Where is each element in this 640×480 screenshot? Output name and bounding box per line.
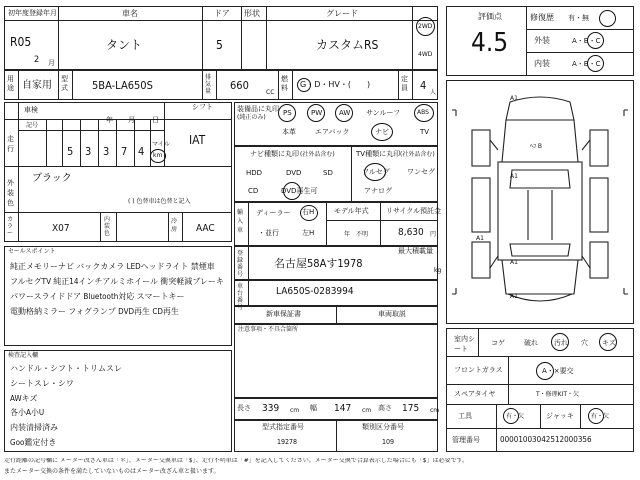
sales-label: セールスポイント	[8, 248, 56, 255]
odo-digit-4: 7	[121, 145, 128, 158]
recycle-value: 8,630	[398, 227, 424, 238]
insp-day: 日	[152, 116, 159, 124]
color-no: X07	[52, 223, 70, 234]
sales-line-1: 純正メモリーナビ バックカメラ LEDヘッドライト 禁煙車	[10, 262, 215, 271]
color-note: ( ) 色替車は色替と記入	[128, 198, 191, 205]
fuel-options: G・D・HV・( )	[300, 80, 371, 89]
capacity: 4	[420, 79, 427, 92]
doors: 5	[216, 38, 223, 52]
car-diagram	[446, 80, 634, 324]
equip-airbag: エアバック	[315, 128, 350, 136]
first-reg-label: 初年度登録年月	[8, 9, 57, 17]
car-name-label: 車名	[122, 9, 138, 18]
recycle-label: リサイクル預託金	[386, 207, 442, 215]
seat-label: 室内シート	[454, 335, 475, 353]
model-label: 型式	[61, 75, 68, 92]
tools-label: 工具	[458, 412, 472, 420]
type-no: 19278	[277, 438, 298, 446]
exterior-label: 外装色	[7, 179, 14, 207]
odo-label: 走行	[7, 135, 14, 153]
model-year-value: 年 不明	[344, 231, 369, 238]
row2-box	[4, 70, 438, 100]
a1-rear: A1	[510, 259, 518, 266]
height-label: 高さ	[378, 404, 392, 412]
fuel-label: 燃料	[281, 75, 288, 92]
shift-label: シフト	[192, 103, 213, 111]
hei-cm: cm	[430, 407, 440, 414]
warranty: 新車保証書	[266, 310, 301, 318]
equip-pw: PW	[311, 109, 323, 117]
tv-oneseg: ワンセグ	[407, 168, 435, 176]
notes-box	[234, 324, 438, 398]
int-opts: A・B・C	[572, 60, 601, 68]
interior-label: 内装色	[104, 216, 111, 237]
seat-yogore: 汚れ	[554, 339, 568, 347]
inspect-line-5: 内装清掃済み	[10, 423, 58, 432]
equip-ps: PS	[283, 109, 292, 117]
persons: 人	[430, 89, 437, 96]
handle-left: 左H	[302, 229, 315, 237]
chassis-label: 車台番号	[237, 283, 244, 311]
inspect-line-1: ハンドル・シフト・トリムスレ	[10, 364, 122, 373]
class-no: 109	[382, 438, 395, 446]
degree-label: 修復歴	[530, 13, 554, 22]
ext-circle	[587, 32, 604, 49]
era-year: R05	[10, 35, 32, 49]
nav-dvd: DVD	[286, 169, 302, 177]
inspection-label: 車検	[24, 106, 38, 114]
details-box	[4, 102, 232, 242]
shift: IAT	[189, 133, 206, 147]
tv-fullseg: フルセグ	[362, 168, 390, 176]
usage: 自家用	[22, 80, 52, 91]
footer-line-2: またメーター交換の条件を満たしていないものはメーター改ざん車と扱います。	[4, 468, 220, 475]
nav-dvd-play: DVD再生可	[281, 187, 318, 195]
int-label: 内装	[534, 59, 550, 68]
equip-sub: (純正のみ)	[237, 114, 266, 121]
grade-label: グレード	[326, 9, 358, 18]
int-circle	[587, 55, 604, 72]
displacement: 660	[230, 79, 249, 92]
inspect-line-4: 各小A小U	[10, 408, 45, 417]
color-no-label: カラー	[7, 216, 14, 237]
jack-opts: 有・欠	[591, 413, 610, 420]
mgmt-label: 管理番号	[452, 436, 480, 444]
score-label: 評価点	[478, 12, 502, 21]
month-unit: 月	[48, 59, 55, 67]
model: 5BA-LA650S	[92, 79, 153, 92]
tv-sub: (社外品含む)	[400, 151, 435, 158]
ext-label: 外装	[534, 36, 550, 45]
mile: マイル	[152, 141, 170, 148]
door-label: ドア	[214, 9, 230, 18]
spare-label: スペアタイヤ	[454, 390, 496, 398]
shape-label: 形状	[244, 9, 260, 18]
kg: kg	[434, 267, 442, 274]
wid-cm: cm	[362, 407, 372, 414]
manual: 車両取説	[378, 310, 406, 318]
usage-label: 用途	[7, 75, 14, 92]
handle: 右H	[302, 208, 315, 216]
a1-roof: A1	[510, 173, 518, 180]
plate: 名古屋58Aす1978	[274, 257, 363, 270]
length: 339	[262, 403, 280, 414]
reg-month: 2	[34, 55, 40, 65]
length-label: 長さ	[237, 404, 251, 412]
seat-yabure: 破れ	[524, 339, 538, 347]
width: 147	[334, 403, 352, 414]
parallel: ・並行	[258, 229, 279, 237]
tv-title: TV種類に丸印	[356, 150, 401, 158]
footer-line-1: 走行距離の記号欄に メーター改ざん車は「＊」、メーター交換車は「$」、走行不明車は「#」を記入してください。メーター交換で合算表示した場合にも「$」は必要です。	[4, 458, 469, 464]
inspect-label: 検査記入欄	[8, 352, 39, 359]
import-label: 輸入車	[237, 209, 244, 234]
seat-kizu: キズ	[602, 339, 616, 347]
inspect-line-2: シートスレ・シワ	[10, 379, 74, 388]
nav-sd: SD	[323, 169, 333, 177]
ac: AAC	[196, 223, 215, 234]
drive-4wd: 4WD	[418, 51, 433, 58]
seat-ana: 穴	[581, 339, 588, 347]
height: 175	[402, 403, 420, 414]
insp-year: 年	[106, 116, 113, 124]
yen: 円	[430, 231, 437, 238]
degree-opts: 有・無	[568, 14, 589, 22]
type-no-label: 型式指定番号	[262, 423, 304, 431]
chassis: LA650S-0283994	[276, 286, 354, 297]
tools-opts: 有・欠	[506, 413, 525, 420]
mgmt-value: 00001003042512000356	[500, 435, 592, 444]
spare-opts: T・修理KIT・欠	[536, 391, 580, 398]
degree-circle	[599, 10, 616, 27]
seat-koge: コゲ	[491, 339, 505, 347]
width-label: 幅	[310, 404, 317, 412]
capacity-label: 定員	[401, 75, 408, 92]
car-name: タント	[106, 38, 143, 52]
nav-title: ナビ種類に丸印	[250, 150, 299, 158]
odo-sub: 記号	[26, 122, 39, 129]
cc: CC	[266, 89, 275, 96]
nav-hdd: HDD	[246, 169, 263, 177]
ac-label: 冷房	[171, 218, 178, 233]
len-cm: cm	[290, 407, 300, 414]
jack-label: ジャッキ	[546, 412, 574, 420]
sales-line-4: 電動格納ミラー フォグランプ DVD再生 CD再生	[10, 307, 179, 316]
equip-abs: ABS	[417, 109, 429, 116]
dealer: ディーラー	[256, 209, 291, 217]
nav-cd: CD	[248, 187, 259, 195]
windshield-label: フロントガラス	[454, 366, 503, 374]
sales-line-2: フルセグTV 純正14インチアルミホイール 衝突軽減ブレーキ	[10, 277, 224, 286]
equip-tv: TV	[420, 128, 430, 136]
model-year-label: モデル年式	[334, 207, 369, 215]
plate-label: 登録番号	[237, 250, 244, 278]
odo-digit-3: 3	[103, 145, 110, 158]
class-no-label: 類別区分番号	[362, 423, 404, 431]
km: km	[153, 152, 163, 159]
a1-bumper: A1	[510, 293, 518, 300]
inspect-line-3: AWキズ	[10, 394, 38, 403]
windshield-opts: A・×要交	[542, 367, 574, 375]
sales-line-3: パワースライドドア Bluetooth対応 スマートキー	[10, 292, 185, 301]
color: ブラック	[32, 173, 72, 184]
inspect-line-6: Goo鑑定付き	[10, 438, 57, 447]
equip-aw: AW	[339, 109, 351, 117]
equip-leather: 本革	[282, 128, 296, 136]
bcd-mark: ﾍｺ B	[530, 143, 543, 150]
insp-month: 月	[128, 116, 135, 124]
displacement-label: 排気量	[205, 74, 212, 95]
equip-sunroof: サンルーフ	[366, 109, 401, 117]
notes-label: 注意事項・不具合箇所	[238, 326, 299, 333]
tv-analog: アナログ	[364, 187, 392, 195]
equip-title: 装備品に丸印	[237, 105, 279, 113]
max-load-label: 最大積載量	[398, 247, 433, 255]
odo-digit-1: 5	[67, 145, 74, 158]
nav-sub: (社外品含む)	[300, 151, 335, 158]
equip-navi: ナビ	[375, 128, 389, 136]
a1-left: A1	[476, 235, 484, 242]
a1-front: A1	[510, 95, 518, 102]
odo-digit-5: 4	[138, 145, 145, 158]
drive-2wd: 2WD	[418, 23, 433, 30]
odo-digit-2: 3	[85, 145, 92, 158]
ext-opts: A・B・C	[572, 37, 601, 45]
grade: カスタムRS	[316, 38, 379, 52]
score: 4.5	[471, 28, 509, 58]
